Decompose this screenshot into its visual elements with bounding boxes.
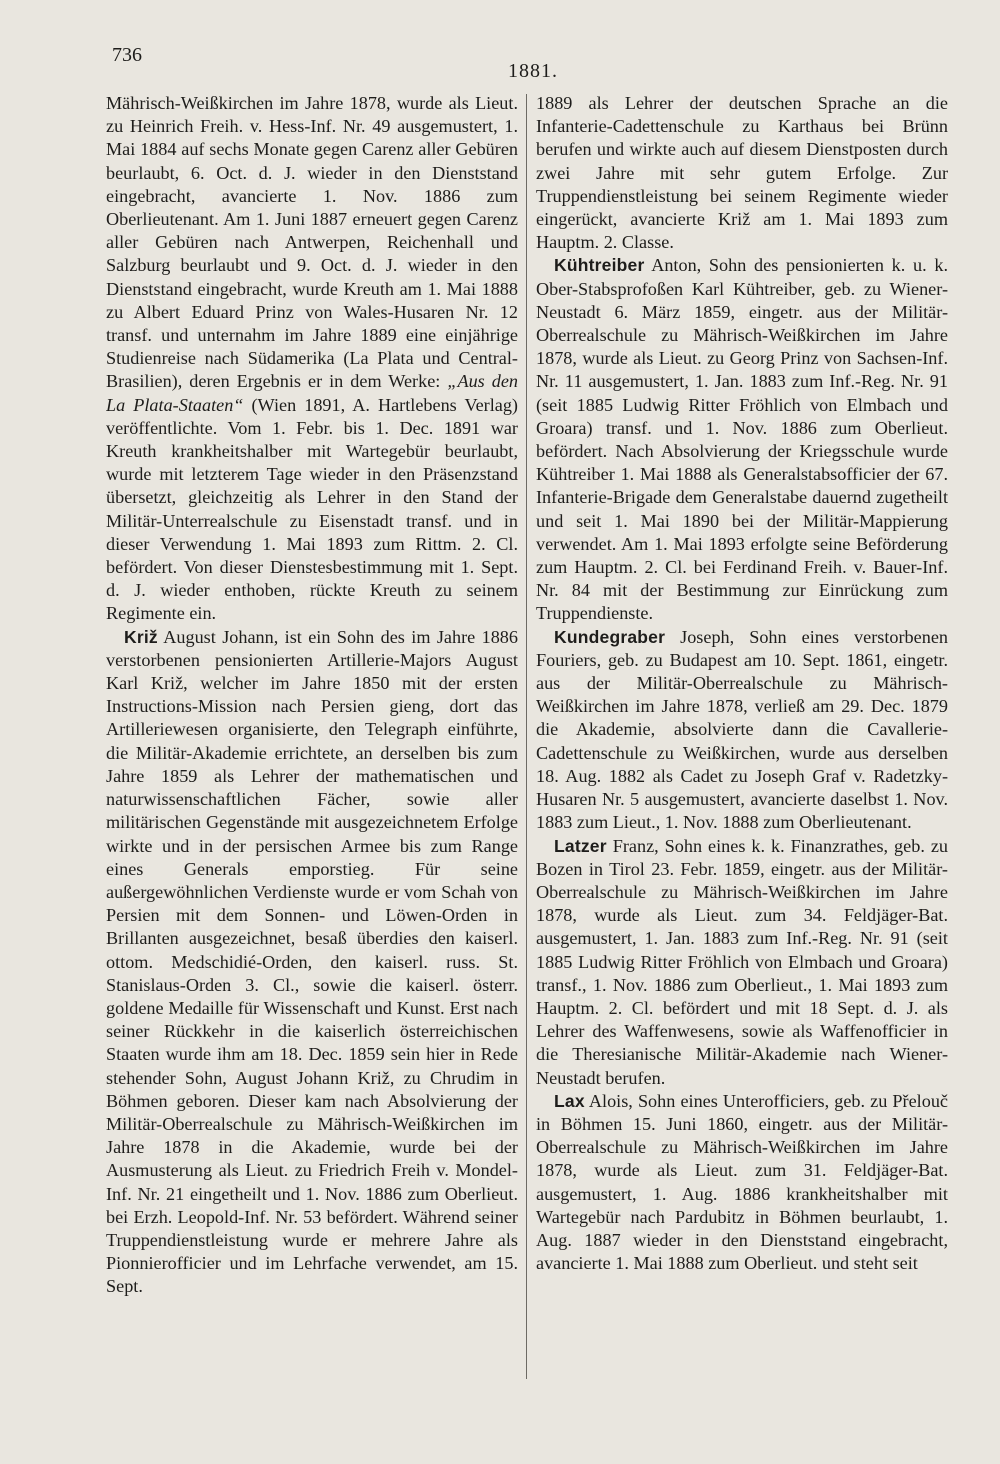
- running-head-year: 1881.: [508, 60, 558, 82]
- column-divider: [526, 94, 527, 1379]
- surname-kuehtreiber: Kühtreiber: [554, 255, 645, 276]
- entry-latzer-text: Franz, Sohn eines k. k. Finanzrathes, geb. zu Bozen in Tirol 23. Febr. 1859, eingetr. aus der Militär-Oberrealschule zu Mährisch-Weißkirchen im Jahre 1878, wurde als Lieut. zum 34. Feldjäger-Bat. ausgemustert, 1. Jan. 1883 zum Inf.-Reg. Nr. 91 (seit 1885 Ludwig Ritter Fröhlich von Elmbach und Groara) transf., 1. Nov. 1886 zum Oberlieut., 1. Mai 1893 zum Hauptm. 2. Cl. befördert und mit 18 Sept. d. J. als Lehrer des Waffenwesens, sowie als Waffenofficier in die Theresianische Militär-Akademie nach Wiener-Neustadt berufen.: [536, 835, 948, 1088]
- entry-lax: [536, 1090, 948, 1276]
- kreuth-continuation: [106, 92, 518, 626]
- surname-lax: Lax: [554, 1090, 585, 1111]
- kreuth-text-end: (Wien 1891, A. Hartlebens Verlag) veröffentlichte. Vom 1. Febr. bis 1. Dec. 1891 war Kreuth krankheitshalber mit Wartegebür beurlaubt, wurde mit letzterem Tage wieder in den Präsenzstand übersetzt, gleichzeitig als Lehrer in den Stand der Militär-Unterrealschule zu Eisenstadt transf. und in dieser Verwendung 1. Mai 1893 zum Rittm. 2. Cl. befördert. Von dieser Dienstesbestimmung mit 1. Sept. d. J. wieder enthoben, rückte Kreuth zu seinem Regimente ein.: [106, 394, 518, 624]
- entry-kuehtreiber: [536, 254, 948, 625]
- book-title: „Aus den La Plata-Staaten“: [106, 371, 518, 415]
- entry-kriz-text: August Johann, ist ein Sohn des im Jahre 1886 verstorbenen pensionierten Artillerie-Majors August Karl Križ, welcher im Jahre 1850 mit der ersten Instructions-Mission nach Persien gieng, dort das Artilleriewesen organisierte, den Telegraph einführte, die Militär-Akademie errichtete, an derselben bis zum Jahre 1859 als Lehrer der mathematischen und naturwissenschaftlichen Fächer, sowie aller militärischen Gegenstände mit ausgezeichnetem Erfolge wirkte und in der persischen Armee bis zum Range eines Generals emporstieg. Für seine außergewöhnlichen Verdienste wurde er vom Schah von Persien mit dem Sonnen- und Löwen-Orden in Brillanten ausgezeichnet, besaß überdies den kaiserl. ottom. Medschidié-Orden, den kaiserl. russ. St. Stanislaus-Orden 3. Cl., sowie die kaiserl. österr. goldene Medaille für Wissenschaft und Kunst. Erst nach seiner Rückkehr in die kaiserlich österreichischen Staaten wurde ihm am 18. Dec. 1859 sein hier in Rede stehender Sohn, August Johann Križ, zu Chrudim in Böhmen geboren. Dieser kam nach Absolvierung der Militär-Oberrealschule zu Mährisch-Weißkirchen im Jahre 1878 in die Akademie, wurde bei der Ausmusterung als Lieut. zu Friedrich Freih v. Mondel-Inf. Nr. 21 eingetheilt und 1. Nov. 1886 zum Oberlieut. bei Erzh. Leopold-Inf. Nr. 53 befördert. Während seiner Truppendienstleistung wurde er mehrere Jahre als Pionnierofficier und im Lehrfache verwendet, am 15. Sept.: [106, 626, 518, 1297]
- kreuth-text: Mährisch-Weißkirchen im Jahre 1878, wurde als Lieut. zu Heinrich Freih. v. Hess-Inf. Nr. 49 ausgemustert, 1. Mai 1884 auf sechs Monate gegen Carenz aller Gebüren beurlaubt, 6. Oct. d. J. wieder in den Dienststand eingebracht, avancierte 1. Nov. 1886 zum Oberlieutenant. Am 1. Juni 1887 erneuert gegen Carenz aller Gebüren nach Antwerpen, Reichenhall und Salzburg beurlaubt und 9. Oct. d. J. wieder in den Dienststand eingebracht, wurde Kreuth am 1. Mai 1888 zu Albert Eduard Prinz von Wales-Husaren Nr. 12 transf. und unternahm im Jahre 1889 eine einjährige Studienreise nach Südamerika (La Plata und Central-Brasilien), deren Ergebnis er in dem Werke:: [106, 93, 518, 392]
- entry-kriz: [106, 626, 518, 1299]
- entry-kundegraber: [536, 626, 948, 835]
- surname-kundegraber: Kundegraber: [554, 626, 666, 647]
- entry-kuehtreiber-text: Anton, Sohn des pensionierten k. u. k. Ober-Stabsprofoßen Karl Kühtreiber, geb. zu Wiener-Neustadt 6. März 1859, eingetr. aus der Militär-Oberrealschule zu Mährisch-Weißkirchen im Jahre 1878, wurde als Lieut. zu Georg Prinz von Sachsen-Inf. Nr. 11 ausgemustert, 1. Jan. 1883 zum Inf.-Reg. Nr. 91 (seit 1885 Ludwig Ritter Fröhlich von Elmbach und Groara) transf. und 1. Nov. 1886 zum Oberlieut. befördert. Nach Absolvierung der Kriegsschule wurde Kühtreiber 1. Mai 1888 als Generalstabsofficier der 67. Infanterie-Brigade dem Generalstabe dauernd zugetheilt und seit 1. Mai 1890 bei der Militär-Mappierung verwendet. Am 1. Mai 1893 erfolgte seine Beförderung zum Hauptm. 2. Cl. bei Ferdinand Freih. v. Bauer-Inf. Nr. 84 mit der Bestimmung zur Einrückung zum Truppendienste.: [536, 255, 948, 624]
- page-number: 736: [112, 44, 142, 66]
- kriz-continuation: 1889 als Lehrer der deutschen Sprache an die Infanterie-Cadettenschule zu Karthaus bei Brünn berufen und wirkte auch auf diesem Dienstposten durch zwei Jahre mit sehr gutem Erfolge. Zur Truppendienstleistung bei seinem Regimente wieder eingerückt, avancierte Križ am 1. Mai 1893 zum Hauptm. 2. Classe.: [536, 93, 948, 253]
- surname-kriz: Križ: [124, 626, 158, 647]
- entry-kundegraber-text: Joseph, Sohn eines verstorbenen Fouriers, geb. zu Budapest am 10. Sept. 1861, eingetr. aus der Militär-Oberrealschule zu Mährisch-Weißkirchen im Jahre 1878, verließ am 29. Dec. 1879 die Akademie, absolvierte dann die Cavallerie-Cadettenschule zu Weißkirchen, wurde aus derselben 18. Aug. 1882 als Cadet zu Joseph Graf v. Radetzky-Husaren Nr. 5 ausgemustert, avancierte daselbst 1. Nov. 1883 zum Lieut., 1. Nov. 1888 zum Oberlieutenant.: [536, 626, 948, 833]
- entry-latzer: [536, 835, 948, 1090]
- surname-latzer: Latzer: [554, 835, 607, 856]
- entry-lax-text: Alois, Sohn eines Unterofficiers, geb. zu Přelouč in Böhmen 15. Juni 1860, eingetr. aus der Militär-Oberrealschule zu Mährisch-Weißkirchen im Jahre 1878, wurde als Lieut. zum 31. Feldjäger-Bat. ausgemustert, 1. Aug. 1886 krankheitshalber mit Wartegebür nach Pardubitz in Böhmen beurlaubt, 1. Aug. 1887 wieder in den Dienststand eingebracht, avancierte 1. Mai 1888 zum Oberlieut. und steht seit: [536, 1090, 948, 1274]
- left-column: [106, 92, 518, 1382]
- right-column: [536, 92, 948, 1382]
